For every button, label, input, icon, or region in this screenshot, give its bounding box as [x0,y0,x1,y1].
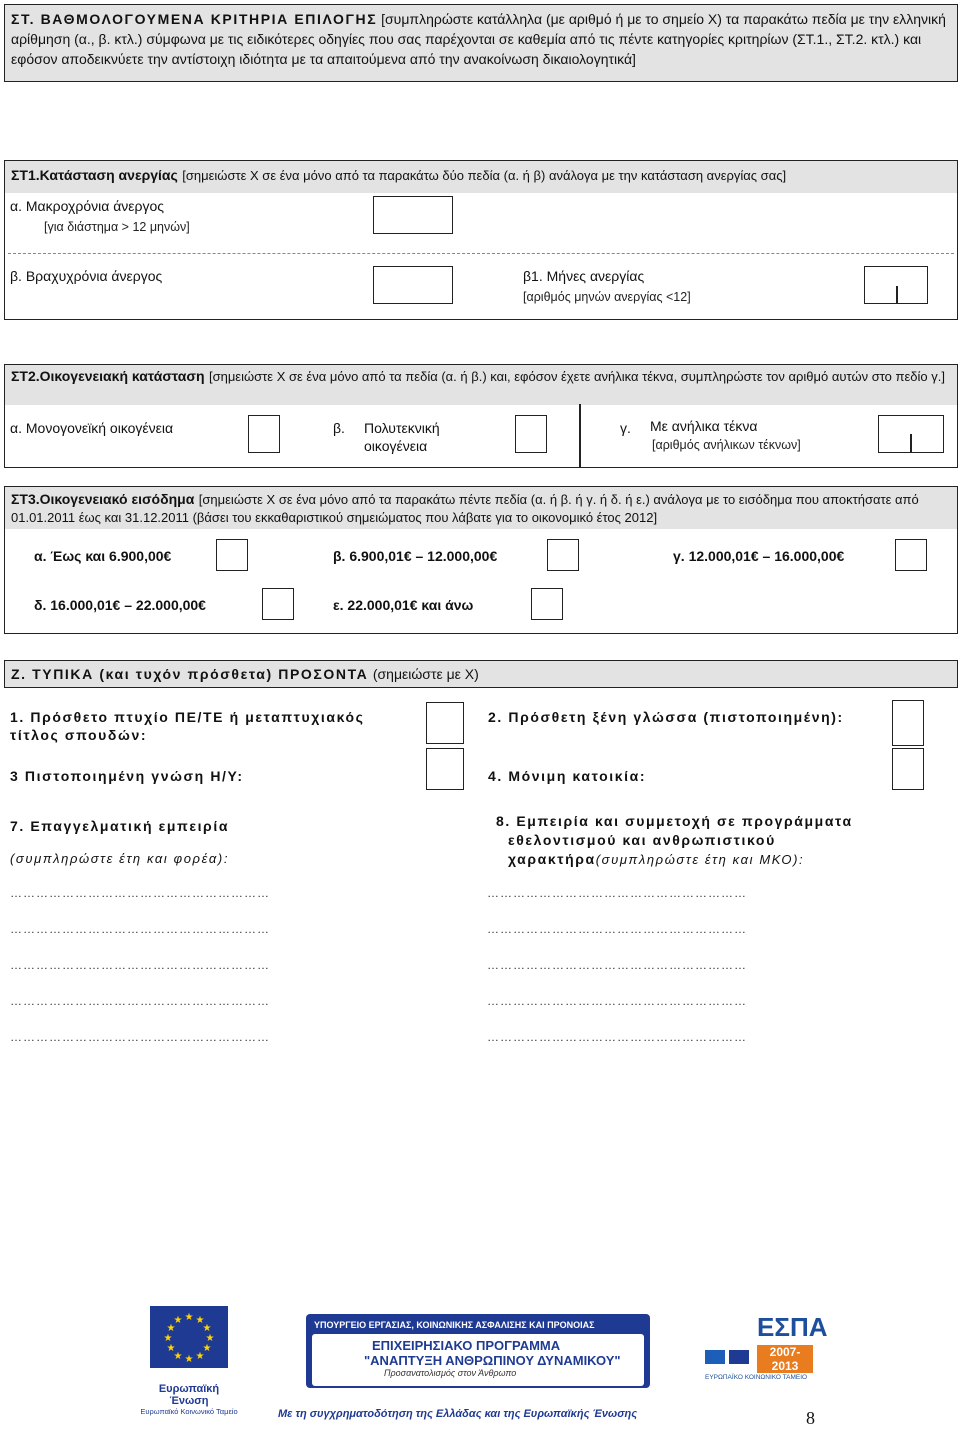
st2-b-label-2: οικογένεια [364,438,428,454]
program-line-1: ΕΠΙΧΕΙΡΗΣΙΑΚΟ ΠΡΟΓΡΑΜΜΑ [372,1338,561,1353]
z-title: Ζ. ΤΥΠΙΚΑ (και τυχόν πρόσθετα) ΠΡΟΣΟΝΤΑ [11,666,369,682]
z-item8-line2: εθελοντισμού και ανθρωπιστικού [508,832,776,848]
st3-option-e: ε. 22.000,01€ και άνω [333,597,474,613]
st1-instruction: [σημειώστε Χ σε ένα μόνο από τα παρακάτω δύο πεδία (α. ή β) ανάλογα με την κατάσταση ανεργίας σας] [182,168,787,183]
svg-text:★: ★ [184,1312,194,1323]
st2-c-digit-divider [910,434,912,453]
z-item8-line-5[interactable]: …………………………………………………… [487,1030,747,1044]
z-item3: 3 Πιστοποιημένη γνώση Η/Υ: [10,768,244,784]
eu-sub: Ευρωπαϊκό Κοινωνικό Ταμείο [140,1407,238,1416]
st3-option-d: δ. 16.000,01€ – 22.000,00€ [34,597,206,613]
st1-header-bar [5,161,957,193]
eu-label: Ευρωπαϊκή Ένωση [158,1383,220,1407]
st1-title: ΣΤ1.Κατάσταση ανεργίας [11,167,178,183]
header-title: ΣΤ. ΒΑΘΜΟΛΟΓΟΥΜΕΝΑ ΚΡΙΤΗΡΙΑ ΕΠΙΛΟΓΗΣ [11,11,378,27]
z-item1-line2: τίτλος σπουδών: [10,727,148,743]
z-item8-note: (συμπληρώστε έτη και ΜΚΟ): [595,852,805,867]
z-item4: 4. Μόνιμη κατοικία: [488,768,647,784]
st2-column-divider [579,404,581,468]
svg-text:★: ★ [195,1351,205,1362]
z-item2-checkbox[interactable] [892,700,924,746]
svg-text:★: ★ [163,1333,173,1344]
st3-option-c: γ. 12.000,01€ – 16.000,00€ [673,548,845,564]
st1-a-note: [για διάστημα > 12 μηνών] [44,220,190,234]
st1-separator [8,253,954,254]
svg-text:★: ★ [195,1315,205,1326]
st1-b1-note: [αριθμός μηνών ανεργίας <12] [523,290,691,304]
z-item7-line-2[interactable]: …………………………………………………… [10,922,270,936]
z-header-bar [4,660,958,688]
header-section [4,4,958,82]
z-item8-line-3[interactable]: …………………………………………………… [487,958,747,972]
z-title-note: (σημειώστε με Χ) [372,666,479,682]
st2-a-label: α. Μονογονεϊκή οικογένεια [10,420,174,436]
z-item8-line-2[interactable]: …………………………………………………… [487,922,747,936]
espa-title: ΕΣΠΑ [757,1312,828,1342]
z-item7-line-5[interactable]: …………………………………………………… [10,1030,270,1044]
st1-b-checkbox[interactable] [373,266,453,304]
z-item7-note: (συμπληρώστε έτη και φορέα): [10,851,230,866]
espa-flags-icon [705,1350,751,1370]
z-item1-line1: 1. Πρόσθετο πτυχίο ΠΕ/ΤΕ ή μεταπτυχιακός [10,709,365,725]
espa-years: 2007-2013 [757,1345,813,1373]
st1-a-checkbox[interactable] [373,196,453,234]
st1-b-label: β. Βραχυχρόνια άνεργος [10,268,163,284]
st2-instruction: [σημειώστε Χ σε ένα μόνο από τα πεδία (α. ή β.) και, εφόσον έχετε ανήλικα τέκνα, συμπληρώστε τον αριθμό αυτών στο πεδίο γ.] [208,369,945,384]
z-item8-line3 [508,851,804,867]
ministry-name: ΥΠΟΥΡΓΕΙΟ ΕΡΓΑΣΙΑΣ, ΚΟΙΝΩΝΙΚΗΣ ΑΣΦΑΛΙΣΗΣ ΚΑΙ ΠΡΟΝΟΙΑΣ [314,1320,595,1330]
st1-a-label: α. Μακροχρόνια άνεργος [10,198,165,214]
st2-c-label: Με ανήλικα τέκνα [650,418,758,434]
z-item2: 2. Πρόσθετη ξένη γλώσσα (πιστοποιημένη): [488,709,844,725]
z-item1-checkbox[interactable] [426,702,464,744]
z-item4-checkbox[interactable] [892,748,924,790]
svg-text:★: ★ [173,1351,183,1362]
st2-a-checkbox[interactable] [248,415,280,453]
program-line-2: "ΑΝΑΠΤΥΞΗ ΑΝΘΡΩΠΙΝΟΥ ΔΥΝΑΜΙΚΟΥ" [364,1353,621,1368]
st3-option-d-checkbox[interactable] [262,588,294,620]
st1-b1-digit-divider [896,286,898,304]
st2-b-checkbox[interactable] [515,415,547,453]
cofund-text: Με τη συγχρηματοδότηση της Ελλάδας και της Ευρωπαϊκής Ένωσης [278,1408,638,1420]
eu-logo [140,1306,238,1416]
svg-text:★: ★ [166,1323,176,1334]
st3-option-a: α. Έως και 6.900,00€ [34,548,172,564]
svg-text:★: ★ [202,1323,212,1334]
espa-sub: ΕΥΡΩΠΑΪΚΟ ΚΟΙΝΩΝΙΚΟ ΤΑΜΕΙΟ [705,1374,808,1381]
st3-title: ΣΤ3.Οικογενειακό εισόδημα [11,491,195,507]
st3-option-b: β. 6.900,01€ – 12.000,00€ [333,548,498,564]
st3-header-bar [5,487,957,529]
st2-c-note: [αριθμός ανήλικων τέκνων] [652,438,801,452]
st3-option-b-checkbox[interactable] [547,539,579,571]
st2-b-label-1: Πολυτεκνική [364,420,440,436]
svg-text:★: ★ [205,1333,215,1344]
z-item3-checkbox[interactable] [426,748,464,790]
st1-b1-label: β1. Μήνες ανεργίας [523,268,645,284]
svg-text:★: ★ [202,1343,212,1354]
st3-option-e-checkbox[interactable] [531,588,563,620]
header-instruction: [συμπληρώστε κατάλληλα (με αριθμό ή με το σημείο Χ) τα παρακάτω πεδία με την ελληνική αρίθμηση (α., β. κτλ.) σύμφωνα με τις ειδικότερες οδηγίες που σας παρέχονται σε καθεμία από τις πέντε κατηγορίες κριτηρίων (ΣΤ.1., ΣΤ.2. κτλ.) και εφόσον αποδεικνύετε την αντίστοιχη ιδιότητα με τα απαιτούμενα από την ανακοίνωση δικαιολογητικά] [11,11,946,67]
st1-section [4,160,958,320]
st3-option-c-checkbox[interactable] [895,539,927,571]
page-number: 8 [806,1408,815,1428]
st2-c-prefix: γ. [620,420,631,436]
z-item7-line-4[interactable]: …………………………………………………… [10,994,270,1008]
svg-text:★: ★ [184,1354,194,1365]
st3-instruction: [σημειώστε Χ σε ένα μόνο από τα παρακάτω πέντε πεδία (α. ή β. ή γ. ή δ. ή ε.) ανάλογα με το εισόδημα που αποκτήσατε από 01.01.2011 έως και 31.12.2011 (βάσει του εκκαθαριστικού σημειώματος που λάβατε για το οικονομικό έτος 2012] [11,492,919,525]
z-item8-line-4[interactable]: …………………………………………………… [487,994,747,1008]
ministry-banner [306,1314,650,1388]
svg-text:★: ★ [173,1315,183,1326]
z-item7-line-3[interactable]: …………………………………………………… [10,958,270,972]
svg-text:★: ★ [166,1343,176,1354]
st2-title: ΣΤ2.Οικογενειακή κατάσταση [11,368,205,384]
st2-section [4,364,958,468]
header-text [11,9,951,69]
z-item7: 7. Επαγγελματική εμπειρία [10,818,230,834]
eu-flag-icon [140,1306,238,1376]
z-item7-line-1[interactable]: …………………………………………………… [10,886,270,900]
program-line-3: Προσανατολισμός στον Άνθρωπο [384,1368,517,1378]
z-item8-line1: 8. Εμπειρία και συμμετοχή σε προγράμματα [496,813,853,829]
st3-option-a-checkbox[interactable] [216,539,248,571]
espa-logo [705,1312,828,1404]
z-item8-line-1[interactable]: …………………………………………………… [487,886,747,900]
st2-b-prefix: β. [333,420,345,436]
z-item8-line3-bold: χαρακτήρα [508,851,596,867]
st2-header-bar [5,365,957,405]
